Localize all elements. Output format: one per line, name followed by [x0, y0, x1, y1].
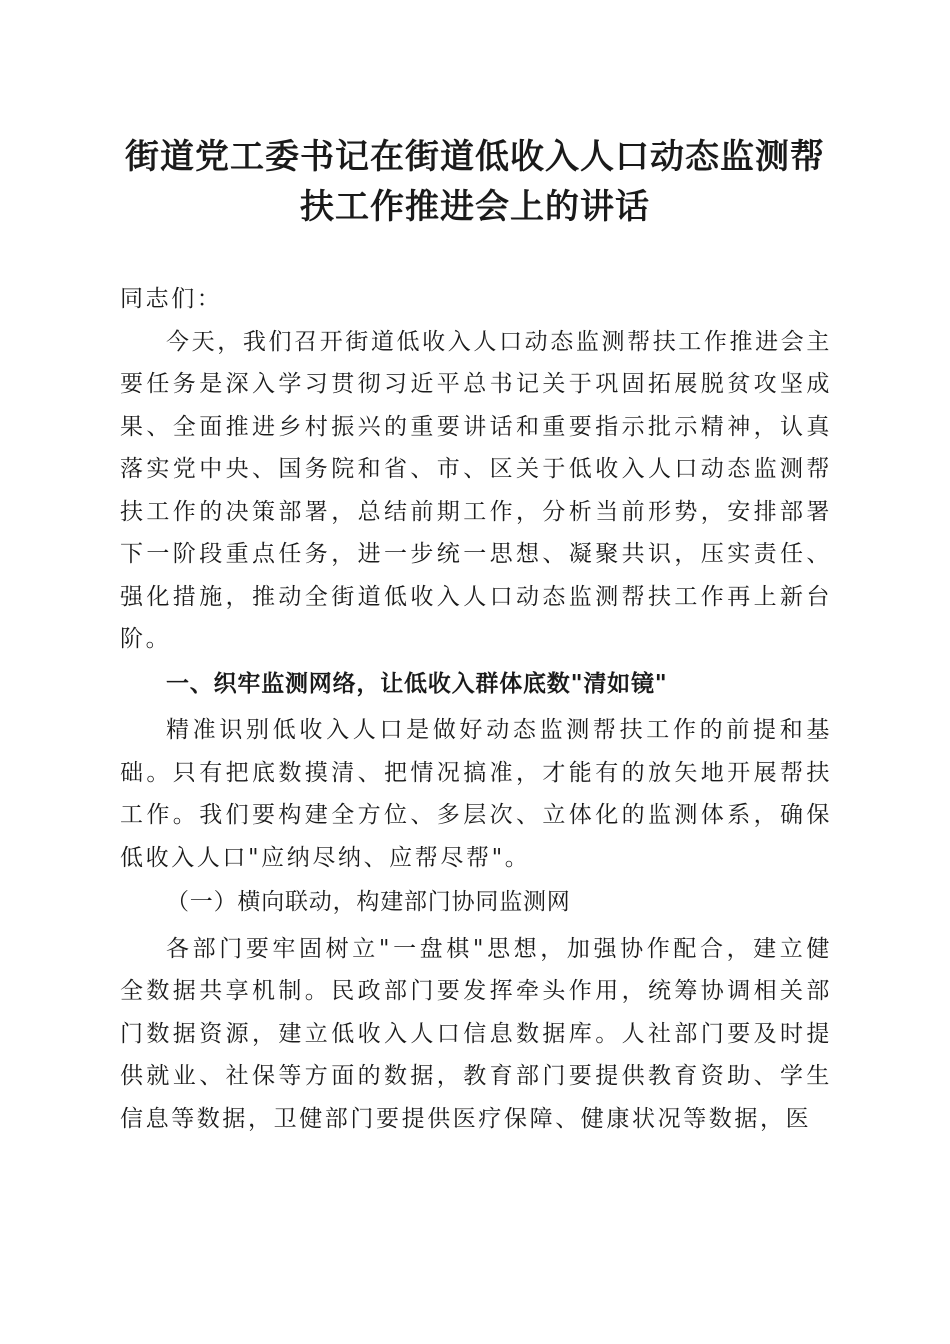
paragraph-1: 精准识别低收入人口是做好动态监测帮扶工作的前提和基础。只有把底数摸清、把情况搞准，才能有的放矢地开展帮扶工作。我们要构建全方位、多层次、立体化的监测体系，确保低收入人口"应纳尽纳、应帮尽帮"。 [120, 717, 832, 871]
subsection-heading-1: （一）横向联动，构建部门协同监测网 [166, 889, 571, 915]
document-body [120, 278, 832, 1140]
title-line-2: 扶工作推进会上的讲话 [300, 187, 650, 227]
paragraph-2: 各部门要牢固树立"一盘棋"思想，加强协作配合，建立健全数据共享机制。民政部门要发挥牵头作用，统筹协调相关部门数据资源，建立低收入人口信息数据库。人社部门要及时提供就业、社保等方面的数据，教育部门要提供教育资助、学生信息等数据，卫健部门要提供医疗保障、健康状况等数据，医 [120, 935, 832, 1132]
salutation: 同志们： [120, 286, 223, 312]
title-line-1: 街道党工委书记在街道低收入人口动态监测帮 [125, 137, 825, 177]
document-title [100, 132, 850, 232]
section-heading-1: 一、织牢监测网络，让低收入群体底数"清如镜" [166, 670, 668, 697]
paragraph-intro: 今天，我们召开街道低收入人口动态监测帮扶工作推进会主要任务是深入学习贯彻习近平总书记关于巩固拓展脱贫攻坚成果、全面推进乡村振兴的重要讲话和重要指示批示精神，认真落实党中央、国务院和省、市、区关于低收入人口动态监测帮扶工作的决策部署，总结前期工作，分析当前形势，安排部署下一阶段重点任务，进一步统一思想、凝聚共识，压实责任、强化措施，推动全街道低收入人口动态监测帮扶工作再上新台阶。 [120, 328, 832, 652]
